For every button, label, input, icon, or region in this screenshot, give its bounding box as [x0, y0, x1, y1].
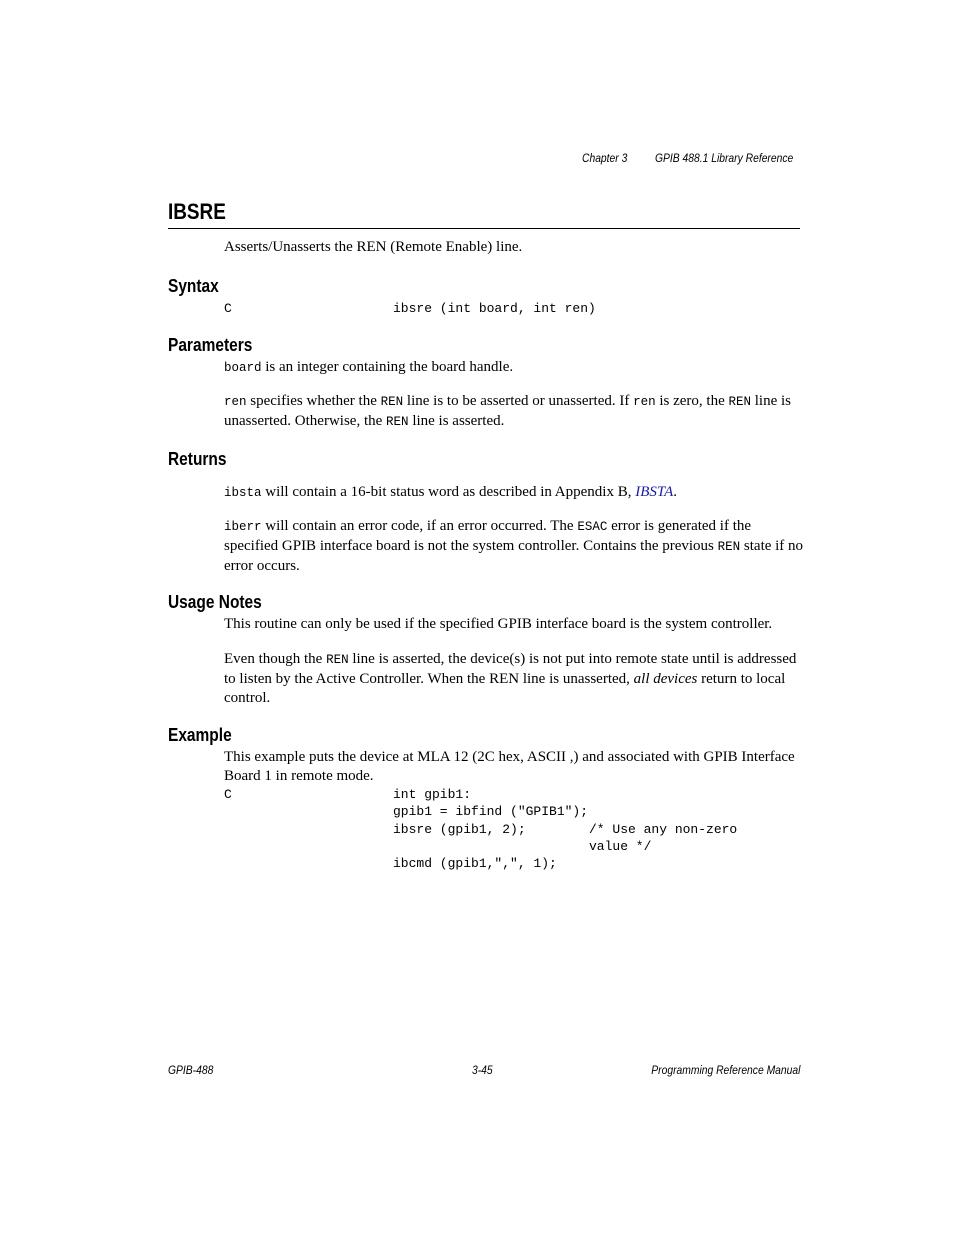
code-ren-line: REN [386, 415, 409, 429]
ibsta-link[interactable]: IBSTA [635, 484, 674, 500]
summary-text: Asserts/Unasserts the REN (Remote Enable) line. [224, 239, 523, 255]
example-language: C [224, 787, 232, 802]
text: This routine can only be used if the specified GPIB interface board is the system controller. [224, 616, 773, 632]
text: Even though the [224, 651, 327, 667]
returns-heading: Returns [168, 449, 227, 469]
text: is zero, the [655, 393, 729, 409]
header-section: GPIB 488.1 Library Reference [655, 151, 794, 165]
text: . [673, 484, 678, 500]
text: line is asserted. [408, 413, 505, 429]
returns-iberr [224, 517, 804, 576]
header-chapter: Chapter 3 [582, 151, 628, 165]
code-ren-line: REN [326, 653, 349, 667]
emphasis: all devices [633, 671, 698, 687]
code-board: board [224, 361, 262, 375]
text: line is unasserted. Otherwise, the [224, 393, 792, 429]
code-line: ibcmd (gpib1,",", 1); [393, 856, 557, 871]
text: is an integer containing the board handle. [261, 359, 514, 375]
code-esac: ESAC [577, 520, 608, 534]
code-ren-line: REN [728, 395, 752, 409]
example-description [224, 748, 804, 786]
parameter-ren [224, 392, 804, 432]
code-ren-line: REN [717, 540, 741, 554]
parameter-board [224, 358, 804, 378]
text: will contain a 16-bit status word as described in Appendix B, [261, 484, 636, 500]
usage-notes-heading: Usage Notes [168, 592, 262, 612]
code-comment: value */ [589, 839, 652, 854]
code-ibsta: ibsta [224, 486, 262, 500]
code-ren: ren [224, 395, 247, 409]
text: will contain an error code, if an error occurred. The [261, 518, 578, 534]
text: line is to be asserted or unasserted. If [403, 393, 634, 409]
text: return to local control. [224, 671, 786, 706]
code-ren: ren [633, 395, 656, 409]
usage-note-2 [224, 650, 804, 708]
footer-left: GPIB-488 [168, 1063, 214, 1077]
code-line: gpib1 = ibfind ("GPIB1"); [393, 804, 589, 819]
returns-ibsta [224, 483, 804, 503]
syntax-heading: Syntax [168, 276, 219, 296]
text: This example puts the device at MLA 12 (2C hex, ASCII ,) and associated with GPIB Interface Board 1 in remote mode. [224, 749, 795, 784]
text: specifies whether the [246, 393, 381, 409]
text: state if no error occurs. [224, 538, 804, 574]
code-ren-line: REN [380, 395, 404, 409]
code-line: ibsre (gpib1, 2); [393, 822, 526, 837]
code-iberr: iberr [224, 520, 262, 534]
code-line: int gpib1: [393, 787, 472, 802]
usage-note-1 [224, 615, 804, 634]
footer-page-number: 3-45 [472, 1063, 493, 1077]
title-rule [168, 228, 800, 229]
footer-right: Programming Reference Manual [650, 1063, 800, 1077]
code-comment: /* Use any non-zero [589, 822, 738, 837]
example-heading: Example [168, 725, 232, 745]
text: line is asserted, the device(s) is not put into remote state until is addressed to listen by the Active Controller. When the REN line is unasserted, [224, 651, 797, 687]
syntax-language: C [224, 301, 232, 316]
text: error is generated if the specified GPIB interface board is not the system controller. Contains the previous [224, 518, 752, 554]
syntax-signature: ibsre (int board, int ren) [393, 301, 596, 316]
summary [224, 238, 804, 257]
parameters-heading: Parameters [168, 335, 253, 355]
page-title: IBSRE [168, 199, 226, 224]
